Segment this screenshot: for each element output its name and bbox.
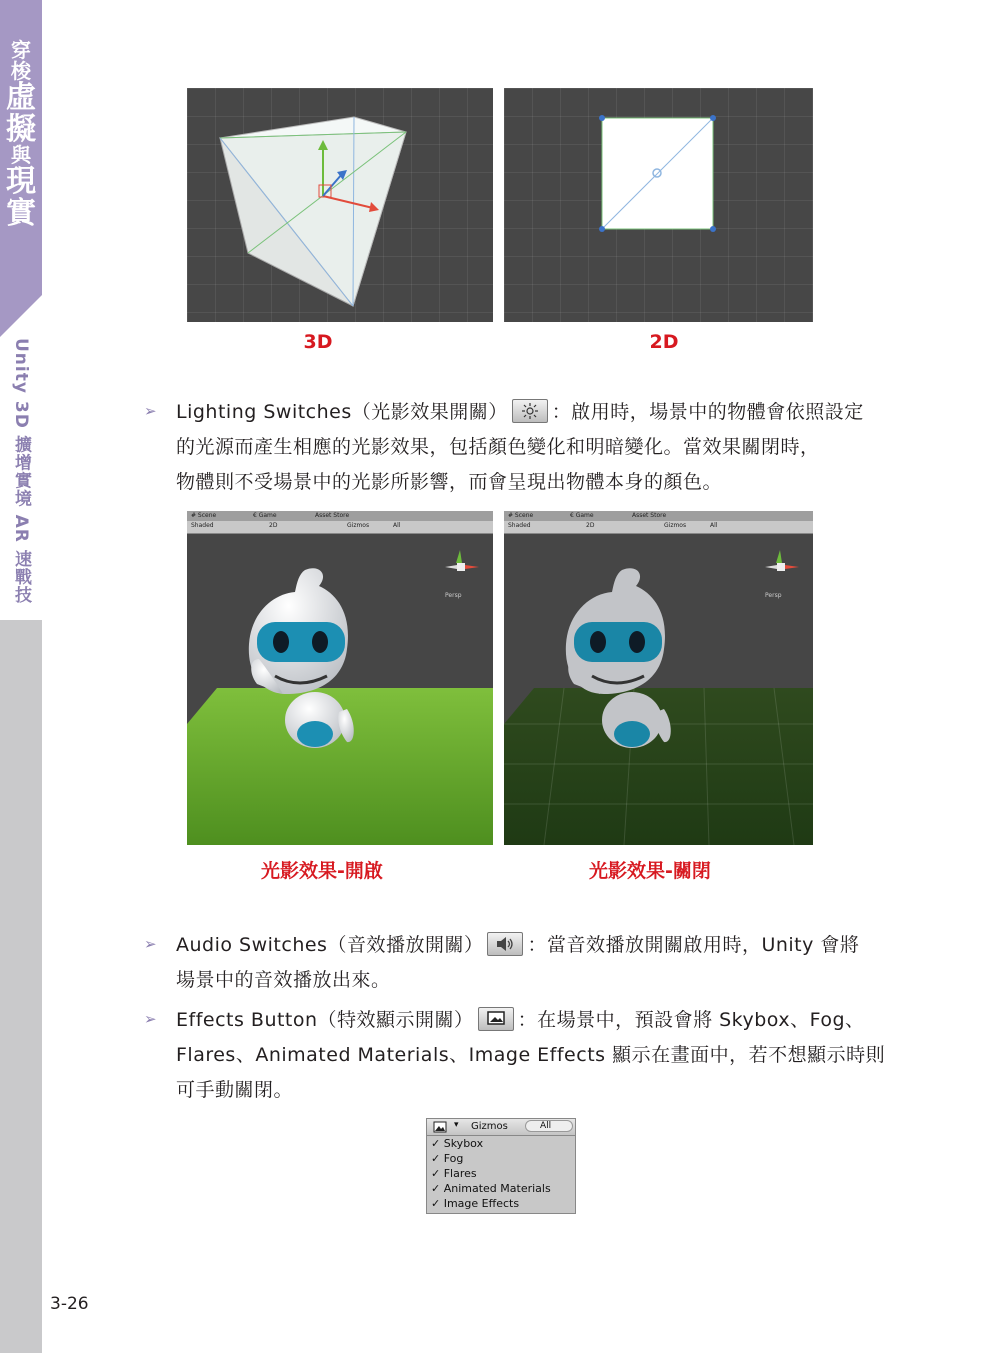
figure-2d-square <box>504 88 813 322</box>
scene-tab-bar <box>504 511 813 521</box>
tab-scene[interactable]: # Scene <box>508 512 534 519</box>
gizmos-dropdown[interactable]: Gizmos <box>471 1121 508 1132</box>
scene-viewport[interactable] <box>504 534 813 845</box>
check-icon: ✓ <box>431 1152 441 1165</box>
side-tab-fold <box>0 295 42 337</box>
scene-search-input[interactable]: All <box>710 522 718 529</box>
side-tab-bottom <box>0 620 42 1353</box>
menu-item-flares[interactable]: ✓ Flares <box>431 1167 477 1180</box>
shaded-dropdown[interactable]: Shaded <box>508 522 531 529</box>
tab-game[interactable]: € Game <box>253 512 277 519</box>
check-icon: ✓ <box>431 1182 441 1195</box>
caption-2d: 2D <box>649 331 679 353</box>
gizmos-dropdown[interactable]: Gizmos <box>347 522 370 529</box>
effects-button[interactable] <box>478 1007 514 1031</box>
robot-scene-lit <box>187 534 493 845</box>
mode-2d-toggle[interactable]: 2D <box>269 522 278 529</box>
tab-asset-store[interactable]: Asset Store <box>632 512 667 519</box>
dropdown-arrow-icon[interactable]: ▾ <box>454 1120 459 1130</box>
audio-switch-button[interactable] <box>487 932 523 956</box>
caption-lighting-on: 光影效果-開啟 <box>261 860 383 882</box>
figure-lighting-off <box>504 511 813 845</box>
square-illustration <box>504 88 813 322</box>
menu-item-image-effects[interactable]: ✓ Image Effects <box>431 1197 520 1210</box>
robot-scene-unlit <box>504 534 813 845</box>
effects-toolbar <box>427 1119 575 1136</box>
mode-2d-toggle[interactable]: 2D <box>586 522 595 529</box>
caption-3d: 3D <box>303 331 333 353</box>
scene-toolbar <box>187 521 493 534</box>
side-tab <box>0 0 42 1353</box>
image-icon <box>487 1010 505 1026</box>
search-input[interactable]: All <box>525 1120 573 1132</box>
persp-label[interactable]: Persp <box>445 592 462 599</box>
chapter-title: Unity 3D 擴增實境 AR 速戰技 <box>11 338 31 604</box>
tab-game[interactable]: € Game <box>570 512 594 519</box>
tab-asset-store[interactable]: Asset Store <box>315 512 350 519</box>
lighting-paragraph: Lighting Switches（光影效果開關） ：啟用時，場景中的物體會依照設定 的光源而產生相應的光影效果，包括顏色變化和明暗變化。當效果關閉時， 物體則不受場景中的光影所影響，而會呈現出物體本身的顏色。 <box>176 395 898 500</box>
effects-paragraph: Effects Button（特效顯示開關） ：在場景中，預設會將 Skybox、Fog、 Flares、Animated Materials、Image Effects 顯示在畫面中，若不想顯示時則 可手動關閉。 <box>176 1003 898 1108</box>
image-icon[interactable] <box>433 1121 447 1133</box>
gizmos-dropdown[interactable]: Gizmos <box>664 522 687 529</box>
caption-lighting-off: 光影效果-關閉 <box>589 860 711 882</box>
figure-3d-cube <box>187 88 493 322</box>
lighting-switch-button[interactable] <box>512 399 548 423</box>
check-icon: ✓ <box>431 1167 441 1180</box>
figure-lighting-on <box>187 511 493 845</box>
bullet-arrow-icon: ➢ <box>144 1010 157 1028</box>
menu-item-animated-materials[interactable]: ✓ Animated Materials <box>431 1182 551 1195</box>
scene-search-input[interactable]: All <box>393 522 401 529</box>
scene-viewport[interactable] <box>187 534 493 845</box>
bullet-arrow-icon: ➢ <box>144 402 157 420</box>
menu-item-fog[interactable]: ✓ Fog <box>431 1152 464 1165</box>
page-number: 3-26 <box>50 1294 89 1314</box>
audio-paragraph: Audio Switches（音效播放開關） ：當音效播放開關啟用時，Unity 會將 場景中的音效播放出來。 <box>176 928 898 998</box>
effects-dropdown-menu <box>426 1118 576 1214</box>
shaded-dropdown[interactable]: Shaded <box>191 522 214 529</box>
scene-toolbar <box>504 521 813 534</box>
check-icon: ✓ <box>431 1137 441 1150</box>
tab-scene[interactable]: # Scene <box>191 512 217 519</box>
check-icon: ✓ <box>431 1197 441 1210</box>
sun-icon <box>521 402 539 420</box>
bullet-arrow-icon: ➢ <box>144 935 157 953</box>
persp-label[interactable]: Persp <box>765 592 782 599</box>
cube-illustration <box>187 88 493 322</box>
menu-item-skybox[interactable]: ✓ Skybox <box>431 1137 484 1150</box>
scene-tab-bar <box>187 511 493 521</box>
speaker-icon <box>495 935 515 953</box>
book-title: 穿 梭 虛 擬 與 現 實 <box>6 38 36 231</box>
